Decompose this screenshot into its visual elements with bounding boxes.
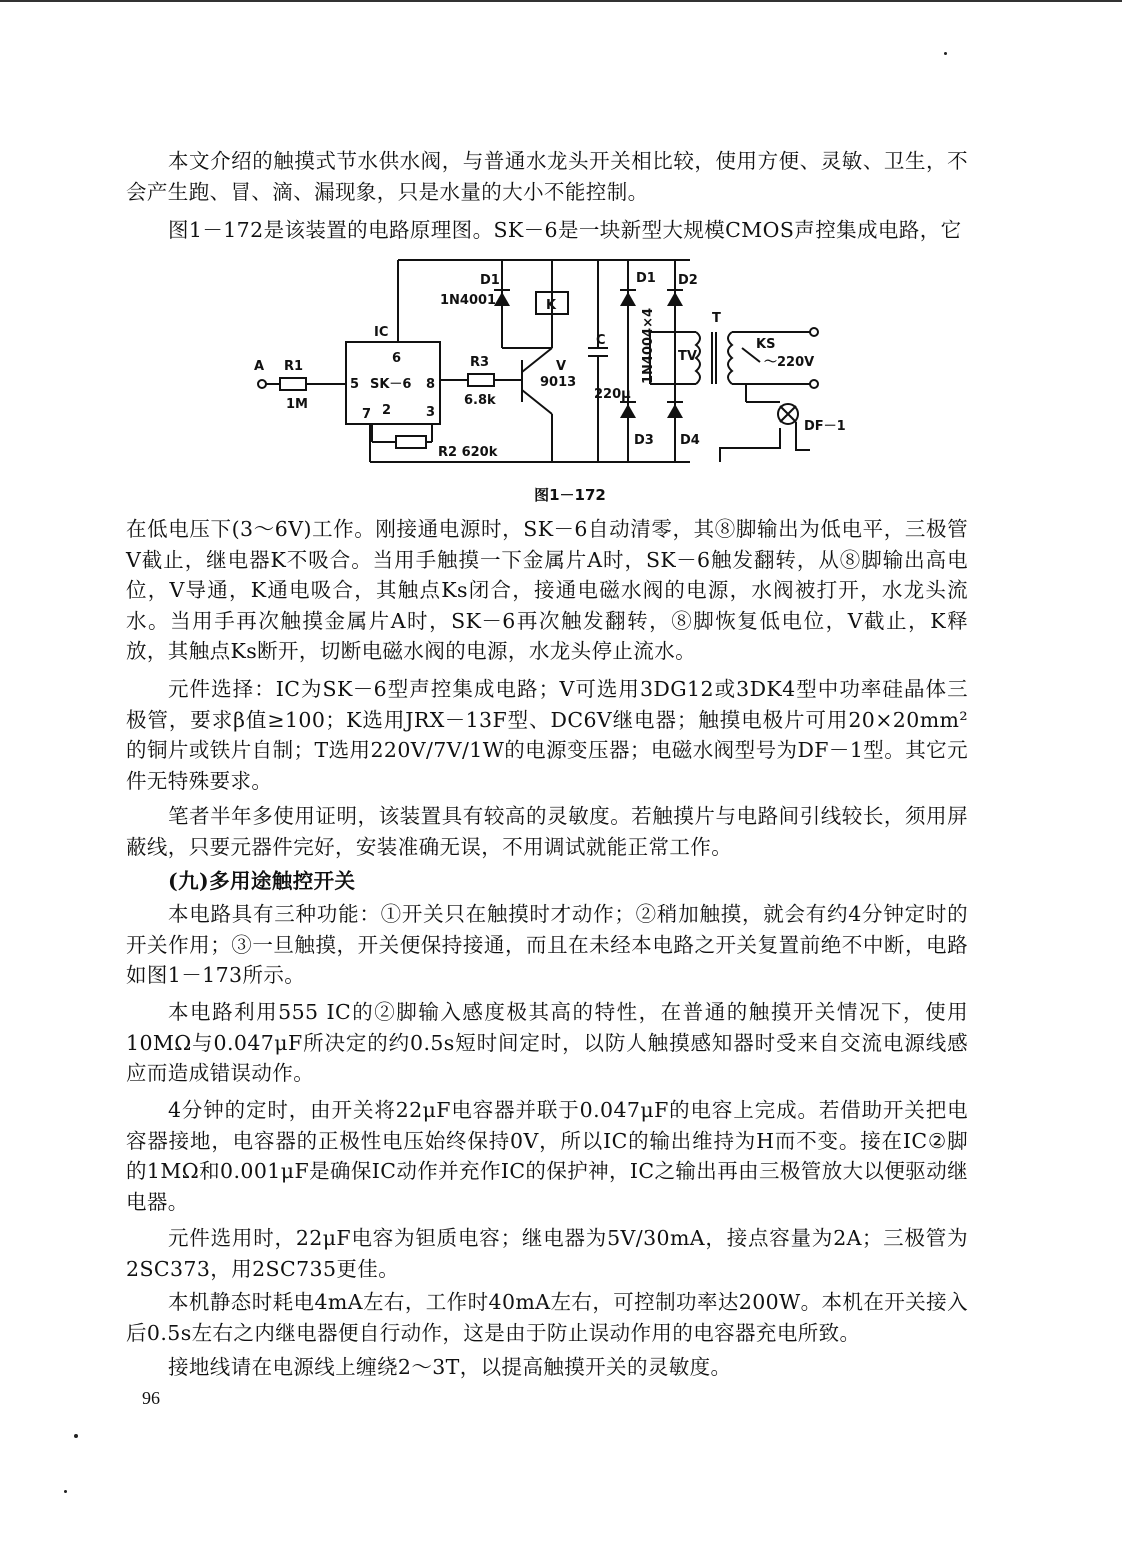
label-tv: TV bbox=[678, 349, 697, 364]
paragraph-intro: 本文介绍的触摸式节水供水阀，与普通水龙头开关相比较，使用方便、灵敏、卫生，不会产生跑、冒、滴、漏现象，只是水量的大小不能控制。 bbox=[126, 149, 968, 204]
scan-speck bbox=[74, 1434, 78, 1438]
label-transistor-value: 9013 bbox=[540, 375, 577, 390]
label-pin6: 6 bbox=[392, 351, 402, 366]
label-r2: R2 620k bbox=[438, 445, 498, 460]
label-cap: C bbox=[596, 333, 606, 348]
label-r3-value: 6.8k bbox=[464, 393, 496, 408]
paragraph-ground: 接地线请在电源线上缠绕2～3T，以提高触摸开关的灵敏度。 bbox=[168, 1355, 732, 1379]
section-heading: (九)多用途触控开关 bbox=[168, 869, 356, 893]
paragraph-operation: 在低电压下(3～6V)工作。刚接通电源时，SK－6自动清零，其⑧脚输出为低电平，三极管V截止，继电器K不吸合。当用手触摸一下金属片A时，SK－6触发翻转，从⑧脚输出高电位，V导通，K通电吸合，其触点Ks闭合，接通电磁水阀的电源，水阀被打开，水龙头流水。当用手再次触摸金属片A时，SK－6再次触发翻转，⑧脚恢复低电位，V截止，K释放，其触点Ks断开，切断电磁水阀的电源，水龙头停止流水。 bbox=[126, 517, 968, 663]
label-d1-left: D1 bbox=[480, 273, 500, 288]
paragraph-experience: 笔者半年多使用证明，该装置具有较高的灵敏度。若触摸片与电路间引线较长，须用屏蔽线，只要元器件完好，安装准确无误，不用调试就能正常工作。 bbox=[126, 804, 968, 859]
paragraph-components: 元件选择：IC为SK－6型声控集成电路；V可选用3DG12或3DK4型中功率硅晶体三极管，要求β值≥100；K选用JRX－13F型、DC6V继电器；触摸电极片可用20×20mm² 的铜片或铁片自制；T选用220V/7V/1W的电源变压器；电磁水阀型号为DF－1型。其它元件无特殊要求。 bbox=[126, 677, 968, 793]
paragraph-timer: 4分钟的定时，由开关将22μF电容器并联于0.047μF的电容上完成。若借助开关把电容器接地，电容器的正极性电压始终保持0V，所以IC的输出维持为H而不变。接在IC②脚的1MΩ和0.001μF是确保IC动作并充作IC的保护神，IC之输出再由三极管放大以便驱动继电器。 bbox=[126, 1098, 969, 1214]
label-bridge: 1N4004×4 bbox=[641, 307, 656, 384]
circuit-diagram bbox=[250, 252, 860, 480]
label-d4: D4 bbox=[680, 433, 700, 448]
paragraph-power: 本机静态时耗电4mA左右，工作时40mA左右，可控制功率达200W。本机在开关接入后0.5s左右之内继电器便自行动作，这是由于防止误动作用的电容器充电所致。 bbox=[126, 1290, 968, 1345]
label-r1: R1 bbox=[284, 359, 304, 374]
label-ks: KS bbox=[756, 337, 776, 352]
label-d2: D2 bbox=[678, 273, 698, 288]
label-diode-left: 1N4001 bbox=[440, 293, 497, 308]
label-chip: SK－6 bbox=[370, 377, 412, 392]
label-pin2: 2 bbox=[382, 403, 392, 418]
label-transistor: V bbox=[556, 359, 567, 374]
label-pin8: 8 bbox=[426, 377, 436, 392]
label-ac: ～220V bbox=[764, 355, 815, 370]
label-relay: K bbox=[546, 298, 557, 313]
page-number: 96 bbox=[142, 1388, 160, 1408]
label-r1-value: 1M bbox=[286, 397, 308, 412]
label-ic: IC bbox=[374, 325, 389, 340]
scan-top-edge bbox=[0, 0, 1122, 2]
paragraph-555: 本电路利用555 IC的②脚输入感度极其高的特性，在普通的触摸开关情况下，使用10MΩ与0.047μF所决定的约0.5s短时间定时，以防人触摸感知器时受来自交流电源线感应而造成错误动作。 bbox=[126, 1000, 968, 1085]
scan-speck bbox=[64, 1490, 67, 1493]
paragraph-functions: 本电路具有三种功能：①开关只在触摸时才动作；②稍加触摸，就会有约4分钟定时的开关作用；③一旦触摸，开关便保持接通，而且在未经本电路之开关复置前绝不中断，电路如图1－173所示。 bbox=[126, 902, 968, 987]
label-pin7: 7 bbox=[362, 407, 372, 422]
label-a: A bbox=[254, 359, 265, 374]
label-pin3: 3 bbox=[426, 405, 436, 420]
label-pin5: 5 bbox=[350, 377, 360, 392]
scan-speck bbox=[944, 52, 947, 55]
label-d1-right: D1 bbox=[636, 271, 656, 286]
label-valve: DF－1 bbox=[804, 419, 846, 434]
label-d3: D3 bbox=[634, 433, 654, 448]
label-cap-value: 220μ bbox=[594, 387, 631, 402]
label-t: T bbox=[712, 311, 721, 326]
figure-caption: 图1－172 bbox=[534, 486, 606, 504]
paragraph-figure-ref: 图1－172是该装置的电路原理图。SK－6是一块新型大规模CMOS声控集成电路，它 bbox=[168, 218, 962, 242]
label-r3: R3 bbox=[470, 355, 490, 370]
paragraph-parts: 元件选用时，22μF电容为钽质电容；继电器为5V/30mA，接点容量为2A；三极管为2SC373，用2SC735更佳。 bbox=[126, 1226, 968, 1281]
